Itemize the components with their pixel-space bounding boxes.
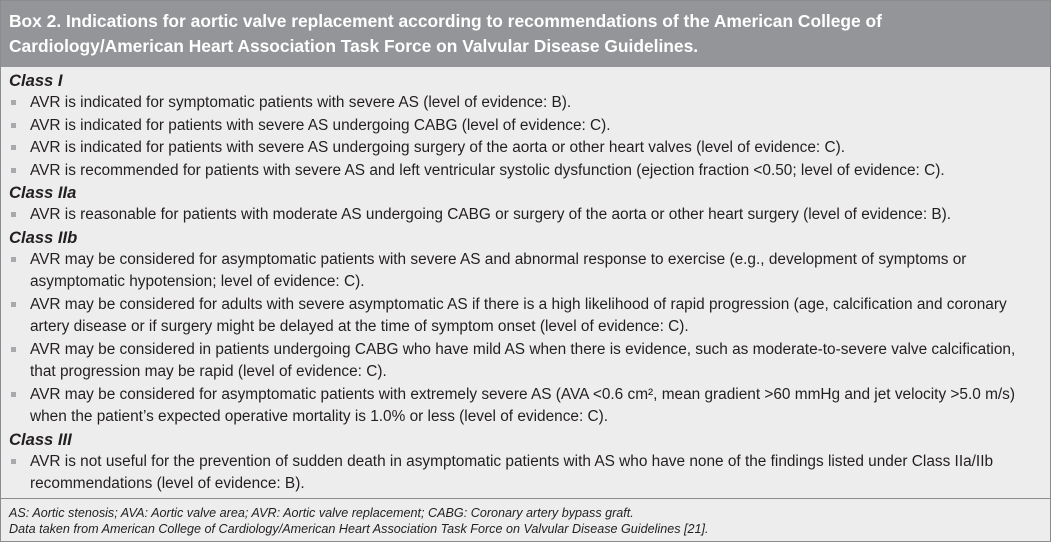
square-bullet-icon xyxy=(11,302,16,307)
list-item-text: AVR is indicated for symptomatic patients with severe AS (level of evidence: B). xyxy=(30,94,572,111)
list-item xyxy=(9,339,1040,384)
list-item-text: AVR is reasonable for patients with moderate AS undergoing CABG or surgery of the aorta or other heart surgery (level of evidence: B). xyxy=(30,206,952,223)
square-bullet-icon xyxy=(11,392,16,397)
list-item-text: AVR may be considered for adults with severe asymptomatic AS if there is a high likelihood of rapid progression (age, calcification and coronary artery disease or if surgery might be delayed at the time of symptom onset (level of evidence: C). xyxy=(30,295,1007,335)
class-i-list xyxy=(9,92,1040,182)
square-bullet-icon xyxy=(11,459,16,464)
list-item xyxy=(9,204,1040,227)
source-note: Data taken from American College of Cardiology/American Heart Association Task Force on Valvular Disease Guidelines [21]. xyxy=(9,522,709,536)
list-item xyxy=(9,115,1040,138)
box-title: Box 2. Indications for aortic valve replacement according to recommendations of the American College of Cardiology/American Heart Association Task Force on Valvular Disease Guidelines. xyxy=(1,1,1050,67)
list-item-text: AVR is not useful for the prevention of sudden death in asymptomatic patients with AS who have none of the findings listed under Class IIa/IIb recommendations (level of evidence: B). xyxy=(30,452,994,492)
square-bullet-icon xyxy=(11,168,16,173)
list-item xyxy=(9,249,1040,294)
list-item-text: AVR is indicated for patients with severe AS undergoing CABG (level of evidence: C). xyxy=(30,116,611,134)
class-heading-iii: Class III xyxy=(9,429,72,449)
list-item xyxy=(9,137,1040,160)
list-item-text: AVR may be considered in patients undergoing CABG who have mild AS when there is evidence, such as moderate-to-severe valve calcification, that progression may be rapid (level of evidence: C). xyxy=(30,340,1016,380)
list-item-text: AVR may be considered for asymptomatic patients with extremely severe AS (AVA <0.6 cm², mean gradient >60 mmHg and jet velocity >5.0 m/s) when the patient’s expected operative mortality is 1.0% or less (level of evidence: C). xyxy=(30,385,1015,425)
list-item xyxy=(9,92,1040,115)
square-bullet-icon xyxy=(11,145,16,150)
list-item xyxy=(9,384,1040,429)
class-heading-iia: Class IIa xyxy=(9,183,77,202)
box-body xyxy=(1,67,1050,497)
list-item-text: AVR is recommended for patients with severe AS and left ventricular systolic dysfunction (ejection fraction <0.50; level of evidence: C). xyxy=(30,161,945,179)
class-heading-i: Class I xyxy=(9,71,63,90)
square-bullet-icon xyxy=(11,100,16,105)
box-footer xyxy=(1,499,1050,541)
class-heading-iib: Class IIb xyxy=(9,227,78,247)
class-iii-list xyxy=(9,451,1040,496)
abbreviations-note: AS: Aortic stenosis; AVA: Aortic valve area; AVR: Aortic valve replacement; CABG: Coronary artery bypass graft. xyxy=(9,506,634,520)
square-bullet-icon xyxy=(11,123,16,128)
square-bullet-icon xyxy=(11,347,16,352)
class-iia-list xyxy=(9,204,1040,227)
square-bullet-icon xyxy=(11,257,16,262)
class-iib-list xyxy=(9,249,1040,429)
list-item xyxy=(9,451,1040,496)
list-item-text: AVR may be considered for asymptomatic patients with severe AS and abnormal response to exercise (e.g., development of symptoms or asymptomatic hypotension; level of evidence: C). xyxy=(30,250,967,290)
list-item xyxy=(9,160,1040,183)
list-item-text: AVR is indicated for patients with severe AS undergoing surgery of the aorta or other heart valves (level of evidence: C). xyxy=(30,139,845,156)
square-bullet-icon xyxy=(11,212,16,217)
list-item xyxy=(9,294,1040,339)
